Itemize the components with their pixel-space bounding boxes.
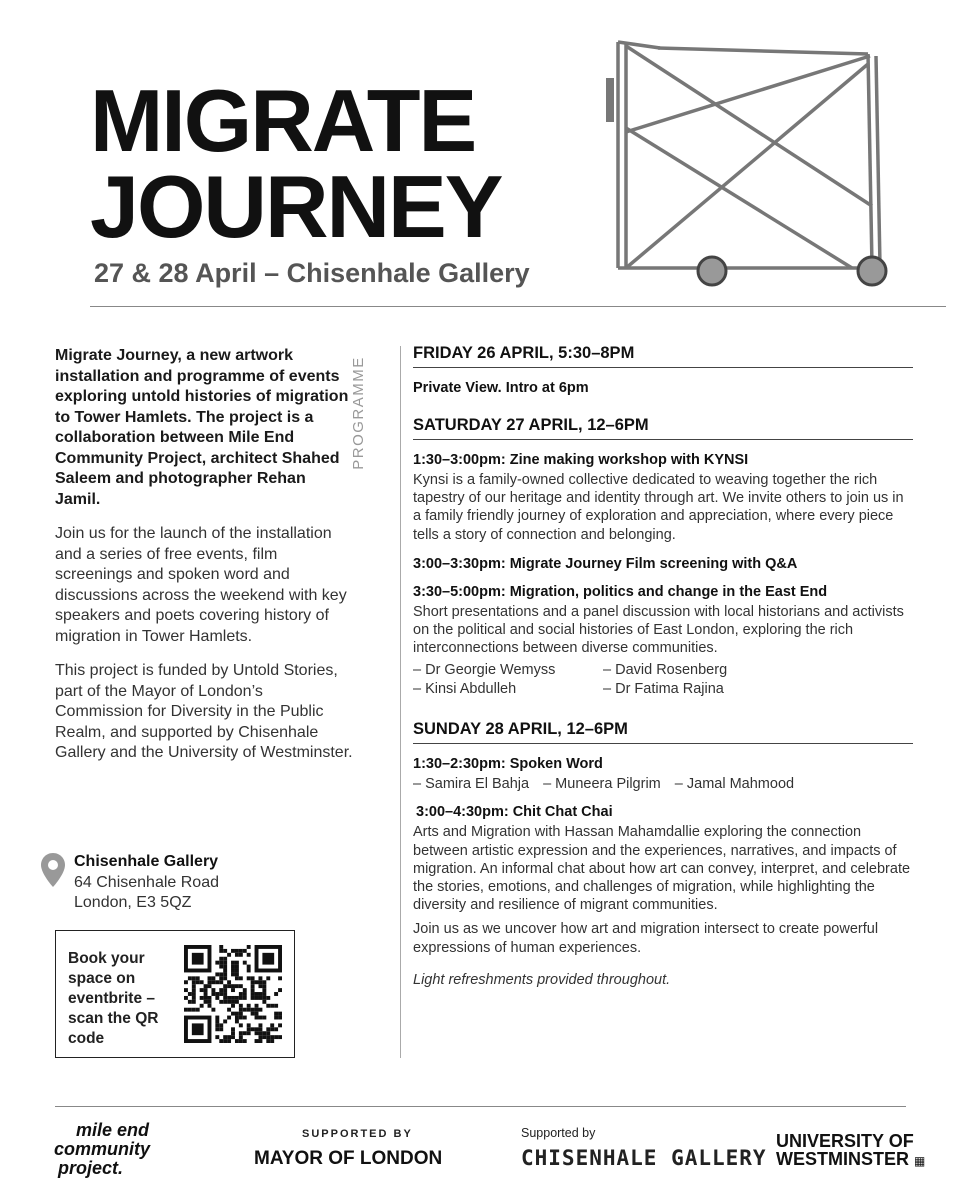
booking-box	[55, 930, 295, 1058]
qr-module	[223, 972, 227, 976]
header-divider	[90, 306, 946, 307]
qr-module	[274, 992, 278, 996]
qr-module	[223, 965, 227, 969]
qr-module	[266, 1004, 270, 1008]
qr-module	[251, 996, 255, 1000]
qr-module	[223, 988, 227, 992]
trolley-installation-illustration	[600, 30, 900, 300]
qr-module	[208, 996, 212, 1000]
sunday-event-1-title: 1:30–2:30pm: Spoken Word	[413, 756, 603, 773]
qr-module	[243, 996, 247, 1000]
location-pin-icon	[40, 852, 66, 888]
qr-module	[188, 976, 192, 980]
qr-module	[192, 988, 196, 992]
qr-module	[266, 996, 270, 1000]
programme-label: PROGRAMME	[350, 356, 367, 470]
qr-module	[235, 965, 239, 969]
qr-module	[227, 980, 231, 984]
qr-module	[262, 992, 266, 996]
qr-module	[274, 1027, 278, 1031]
poster-title	[90, 71, 502, 256]
speaker-list	[413, 661, 913, 698]
qr-module	[219, 945, 223, 949]
qr-module	[247, 945, 251, 949]
qr-module	[223, 992, 227, 996]
qr-module	[219, 957, 223, 961]
portcullis-icon: ▦	[914, 1154, 926, 1168]
footer-divider	[55, 1106, 906, 1107]
qr-module	[192, 980, 196, 984]
qr-module	[223, 1039, 227, 1043]
sunday-event-2-title: 3:00–4:30pm: Chit Chat Chai	[416, 804, 613, 821]
speaker-name: – Dr Fatima Rajina	[603, 680, 724, 697]
qr-module	[247, 976, 251, 980]
qr-module	[219, 965, 223, 969]
poet-list	[413, 776, 913, 792]
qr-module	[239, 996, 243, 1000]
qr-module	[270, 1035, 274, 1039]
qr-module	[247, 1004, 251, 1008]
qr-module	[243, 988, 247, 992]
title-line-2: JOURNEY	[90, 157, 502, 256]
qr-module	[274, 1016, 278, 1020]
qr-module	[219, 1023, 223, 1027]
qr-module	[215, 992, 219, 996]
qr-module	[262, 996, 266, 1000]
supported-by-label-2: Supported by	[521, 1126, 596, 1140]
qr-module	[258, 1039, 262, 1043]
qr-module	[200, 980, 204, 984]
saturday-event-3-desc: Short presentations and a panel discussion with local historians and activists on the political and social histories of East London, exploring the rich interconnections between diverse communities.	[413, 603, 904, 657]
qr-module	[239, 1023, 243, 1027]
qr-module	[258, 984, 262, 988]
poet-name: – Muneera Pilgrim	[543, 776, 661, 793]
speaker-name: – David Rosenberg	[603, 662, 728, 679]
qr-module	[211, 980, 215, 984]
qr-module	[231, 949, 235, 953]
qr-module	[192, 976, 196, 980]
speaker-name: – Dr Georgie Wemyss	[413, 662, 556, 679]
qr-module	[223, 969, 227, 973]
saturday-event-1-desc: Kynsi is a family-owned collective dedicated to weaving together the rich tapestry of our heritage and identity through art. We invite others to join us in a family friendly journey of exploration and appreciation, where every piece tells a story of connection and belonging.	[413, 472, 904, 543]
qr-module	[262, 1035, 266, 1039]
qr-finder-center	[192, 953, 204, 965]
qr-module	[235, 1019, 239, 1023]
booking-text: Book your space on eventbrite – scan the QR code	[68, 950, 159, 1047]
qr-module	[235, 949, 239, 953]
qr-module	[188, 992, 192, 996]
title-line-1: MIGRATE	[90, 71, 476, 170]
qr-module	[278, 976, 282, 980]
qr-module	[251, 988, 255, 992]
qr-module	[231, 1000, 235, 1004]
programme-divider	[400, 346, 401, 1058]
qr-module	[231, 988, 235, 992]
qr-module	[239, 953, 243, 957]
qr-module	[235, 976, 239, 980]
qr-module	[219, 980, 223, 984]
sunday-event-2-desc: Arts and Migration with Hassan Mahamdallie exploring the connection between artistic expression and the experiences, narratives, and impacts of migration. An informal chat about how art can convey, interpret, and celebrate the stories, emotions, and challenges of migration, while highlighting the diversity and resilience of migrant communities.	[413, 824, 911, 914]
poet-name: – Samira El Bahja	[413, 776, 530, 793]
qr-module	[258, 1027, 262, 1031]
qr-module	[243, 1008, 247, 1012]
qr-module	[247, 1031, 251, 1035]
qr-module	[235, 1000, 239, 1004]
supported-by-label-1: SUPPORTED BY	[302, 1128, 413, 1140]
qr-module	[223, 957, 227, 961]
qr-module	[255, 1031, 259, 1035]
qr-module	[278, 988, 282, 992]
qr-module	[243, 1031, 247, 1035]
qr-module	[227, 1039, 231, 1043]
qr-module	[278, 1035, 282, 1039]
qr-module	[235, 972, 239, 976]
qr-module	[235, 969, 239, 973]
qr-module	[184, 988, 188, 992]
qr-module	[192, 1000, 196, 1004]
qr-module	[231, 972, 235, 976]
qr-module	[227, 984, 231, 988]
qr-module	[243, 992, 247, 996]
qr-module	[227, 953, 231, 957]
qr-module	[227, 996, 231, 1000]
poet-name: – Jamal Mahmood	[674, 776, 795, 793]
qr-module	[243, 1016, 247, 1020]
qr-module	[255, 1039, 259, 1043]
qr-module	[262, 1000, 266, 1004]
qr-module	[235, 984, 239, 988]
qr-module	[204, 1000, 208, 1004]
qr-module	[215, 980, 219, 984]
qr-module	[204, 984, 208, 988]
qr-module	[258, 976, 262, 980]
qr-module	[204, 992, 208, 996]
logo-text-line-2: community	[54, 1139, 151, 1159]
qr-module	[231, 996, 235, 1000]
qr-module	[266, 1031, 270, 1035]
qr-module	[215, 1019, 219, 1023]
qr-module	[262, 980, 266, 984]
eventbrite-qr-code[interactable]	[184, 945, 282, 1043]
qr-module	[274, 1012, 278, 1016]
qr-module	[223, 949, 227, 953]
qr-module	[204, 996, 208, 1000]
qr-module	[211, 992, 215, 996]
qr-module	[211, 1008, 215, 1012]
qr-module	[223, 1019, 227, 1023]
qr-module	[239, 1031, 243, 1035]
qr-module	[231, 961, 235, 965]
qr-module	[215, 961, 219, 965]
saturday-heading: SATURDAY 27 APRIL, 12–6PM	[413, 416, 913, 440]
qr-module	[255, 1004, 259, 1008]
qr-module	[262, 1016, 266, 1020]
qr-module	[255, 1016, 259, 1020]
event-dates-venue: 27 & 28 April – Chisenhale Gallery	[94, 258, 530, 288]
mile-end-community-project-logo	[50, 1118, 190, 1182]
qr-module	[278, 1023, 282, 1027]
qr-module	[196, 980, 200, 984]
qr-module	[251, 976, 255, 980]
qr-module	[231, 1035, 235, 1039]
qr-module	[258, 1035, 262, 1039]
qr-module	[235, 1012, 239, 1016]
qr-module	[223, 961, 227, 965]
qr-module	[239, 1012, 243, 1016]
qr-module	[219, 961, 223, 965]
qr-module	[239, 984, 243, 988]
qr-module	[239, 1039, 243, 1043]
qr-module	[239, 949, 243, 953]
sunday-heading: SUNDAY 28 APRIL, 12–6PM	[413, 720, 913, 744]
qr-module	[223, 976, 227, 980]
qr-module	[231, 984, 235, 988]
qr-module	[231, 969, 235, 973]
qr-module	[239, 976, 243, 980]
qr-module	[251, 984, 255, 988]
qr-module	[208, 976, 212, 980]
qr-module	[258, 1016, 262, 1020]
qr-module	[247, 965, 251, 969]
qr-module	[262, 984, 266, 988]
saturday-event-2-title: 3:00–3:30pm: Migrate Journey Film screening with Q&A	[413, 555, 798, 572]
qr-module	[239, 1016, 243, 1020]
programme-schedule	[413, 344, 913, 989]
qr-module	[192, 996, 196, 1000]
qr-module	[235, 996, 239, 1000]
qr-module	[215, 1035, 219, 1039]
qr-module	[258, 992, 262, 996]
qr-module	[270, 1027, 274, 1031]
qr-module	[231, 1004, 235, 1008]
qr-module	[270, 1039, 274, 1043]
qr-module	[192, 992, 196, 996]
qr-module	[227, 1016, 231, 1020]
qr-module	[235, 961, 239, 965]
qr-module	[219, 972, 223, 976]
qr-module	[270, 1023, 274, 1027]
qr-module	[208, 1000, 212, 1004]
qr-module	[227, 1035, 231, 1039]
qr-module	[274, 1004, 278, 1008]
qr-module	[219, 949, 223, 953]
qr-module	[231, 965, 235, 969]
qr-module	[196, 976, 200, 980]
chisenhale-gallery-logo: CHISENHALE GALLERY	[521, 1146, 767, 1170]
funding-paragraph: This project is funded by Untold Stories, part of the Mayor of London’s Commission for Diversity in the Public Realm, and supported by Chisenhale Gallery and the University of Westminster.	[55, 662, 353, 761]
qr-module	[231, 1012, 235, 1016]
qr-module	[208, 1004, 212, 1008]
venue-name: Chisenhale Gallery	[74, 853, 219, 870]
university-of-westminster-logo	[776, 1132, 925, 1170]
qr-module	[247, 1023, 251, 1027]
sunday-event-2-closing: Join us as we uncover how art and migration intersect to create powerful expressions of human experiences.	[413, 921, 879, 956]
qr-module	[184, 980, 188, 984]
uni-logo-word: WESTMINSTER	[776, 1149, 909, 1169]
qr-module	[278, 1016, 282, 1020]
qr-module	[251, 1027, 255, 1031]
qr-module	[247, 969, 251, 973]
qr-module	[266, 1039, 270, 1043]
qr-module	[266, 1035, 270, 1039]
qr-module	[258, 980, 262, 984]
qr-module	[188, 1000, 192, 1004]
qr-module	[274, 1035, 278, 1039]
qr-module	[200, 1004, 204, 1008]
qr-module	[200, 988, 204, 992]
qr-module	[215, 996, 219, 1000]
uni-logo-line-1: UNIVERSITY OF	[776, 1131, 914, 1151]
qr-module	[255, 1027, 259, 1031]
qr-module	[266, 976, 270, 980]
qr-module	[255, 1012, 259, 1016]
qr-module	[243, 961, 247, 965]
intro-column	[55, 346, 355, 778]
qr-module	[192, 984, 196, 988]
qr-module	[262, 1031, 266, 1035]
qr-module	[247, 1008, 251, 1012]
qr-module	[219, 988, 223, 992]
qr-module	[239, 992, 243, 996]
qr-module	[255, 980, 259, 984]
qr-finder-center	[262, 953, 274, 965]
qr-module	[231, 1031, 235, 1035]
qr-module	[235, 1039, 239, 1043]
qr-module	[255, 996, 259, 1000]
qr-module	[251, 1008, 255, 1012]
mayor-of-london-logo: MAYOR OF LONDON	[254, 1148, 443, 1169]
qr-module	[184, 996, 188, 1000]
qr-module	[247, 1027, 251, 1031]
qr-module	[258, 1023, 262, 1027]
qr-module	[235, 953, 239, 957]
qr-module	[196, 1008, 200, 1012]
qr-module	[184, 1008, 188, 1012]
qr-module	[231, 1027, 235, 1031]
qr-module	[223, 1000, 227, 1004]
qr-module	[200, 996, 204, 1000]
qr-module	[239, 1008, 243, 1012]
intro-paragraph: Migrate Journey, a new artwork installation and programme of events exploring untold histories of migration to Tower Hamlets. The project is a collaboration between Mile End Community Project, architect Shahed Saleem and photographer Rehan Jamil.	[55, 347, 349, 508]
qr-module	[219, 1000, 223, 1004]
qr-module	[278, 1012, 282, 1016]
logo-text-line-3: project.	[58, 1158, 124, 1178]
uni-logo-line-2	[776, 1150, 925, 1170]
qr-module	[243, 949, 247, 953]
qr-module	[215, 1027, 219, 1031]
qr-module	[208, 980, 212, 984]
venue-city: London, E3 5QZ	[74, 894, 192, 911]
qr-module	[258, 1008, 262, 1012]
qr-module	[219, 1027, 223, 1031]
qr-module	[262, 988, 266, 992]
qr-module	[215, 1016, 219, 1020]
qr-module	[270, 1004, 274, 1008]
friday-heading: FRIDAY 26 APRIL, 5:30–8PM	[413, 344, 913, 368]
qr-module	[255, 1008, 259, 1012]
qr-module	[227, 1000, 231, 1004]
qr-module	[235, 1016, 239, 1020]
qr-module	[247, 953, 251, 957]
qr-module	[223, 984, 227, 988]
qr-module	[258, 1031, 262, 1035]
qr-module	[192, 1008, 196, 1012]
qr-module	[219, 992, 223, 996]
qr-finder-center	[192, 1023, 204, 1035]
friday-event: Private View. Intro at 6pm	[413, 380, 589, 396]
qr-module	[243, 1039, 247, 1043]
qr-module	[215, 972, 219, 976]
qr-module	[211, 988, 215, 992]
qr-module	[223, 996, 227, 1000]
qr-module	[188, 1008, 192, 1012]
speaker-name: – Kinsi Abdulleh	[413, 680, 517, 697]
qr-module	[239, 1035, 243, 1039]
launch-paragraph: Join us for the launch of the installation and a series of free events, film screenings and spoken word and discussions across the weekend with key speakers and poets covering history of migration in Tower Hamlets.	[55, 525, 347, 645]
qr-module	[239, 1004, 243, 1008]
qr-module	[215, 1023, 219, 1027]
qr-module	[227, 1008, 231, 1012]
refreshments-note: Light refreshments provided throughout.	[413, 971, 671, 988]
qr-module	[255, 992, 259, 996]
qr-module	[223, 1035, 227, 1039]
saturday-event-3-title: 3:30–5:00pm: Migration, politics and change in the East End	[413, 583, 828, 600]
qr-module	[219, 1039, 223, 1043]
qr-module	[251, 992, 255, 996]
qr-module	[258, 996, 262, 1000]
saturday-event-1-title: 1:30–3:00pm: Zine making workshop with KYNSI	[413, 452, 749, 468]
logo-text-line-1: mile end	[76, 1120, 150, 1140]
qr-module	[219, 976, 223, 980]
qr-module	[211, 976, 215, 980]
qr-module	[251, 1012, 255, 1016]
venue-street: 64 Chisenhale Road	[74, 873, 219, 891]
qr-module	[208, 984, 212, 988]
qr-module	[251, 980, 255, 984]
qr-module	[204, 988, 208, 992]
qr-module	[266, 1027, 270, 1031]
